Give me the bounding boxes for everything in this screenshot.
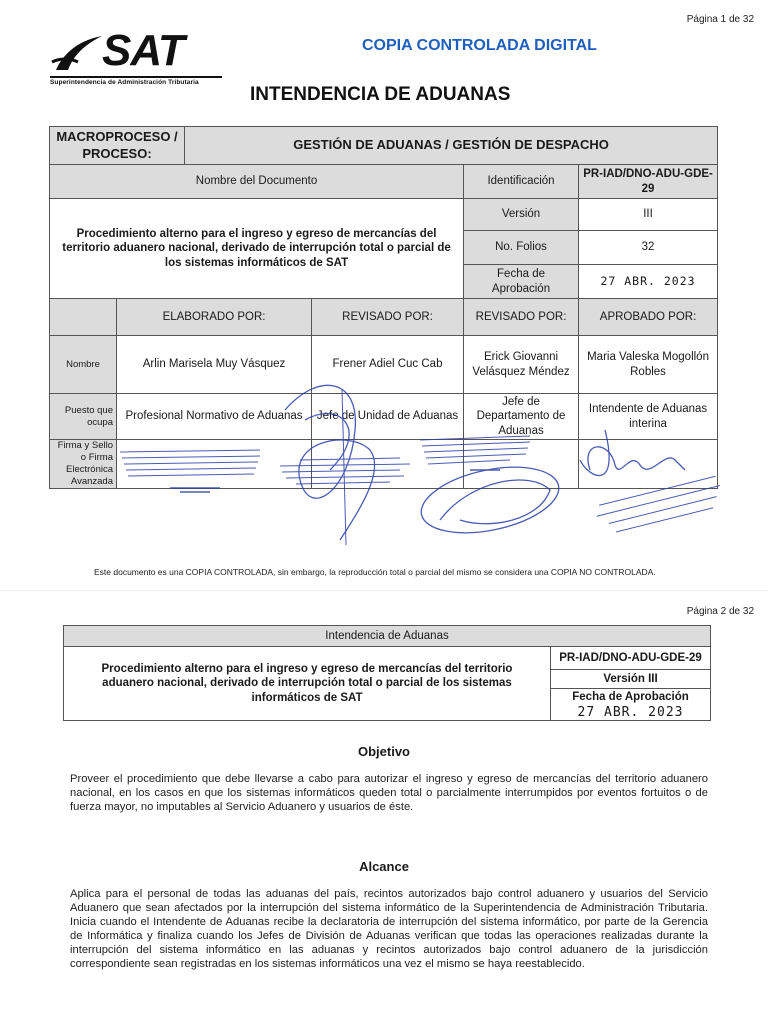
page2-version: Versión III <box>551 670 711 689</box>
document-name: Procedimiento alterno para el ingreso y egreso de mercancías del territorio aduanero nacional, derivado de interrupción total o parcial de los sistemas informáticos de SAT <box>50 199 464 299</box>
name-elaborado: Arlin Marisela Muy Vásquez <box>117 336 312 394</box>
page2-header-table <box>63 625 711 721</box>
position-aprobado: Intendente de Aduanas interina <box>579 394 718 440</box>
column-elaborado: ELABORADO POR: <box>117 299 312 336</box>
logo-subtitle: Superintendencia de Administración Tributaria <box>50 79 199 86</box>
position-label: Puesto que ocupa <box>50 394 117 440</box>
department-title: INTENDENCIA DE ADUANAS <box>250 84 511 105</box>
logo-text: SAT <box>102 26 184 75</box>
name-aprobado: Maria Valeska Mogollón Robles <box>579 336 718 394</box>
macroproceso-label: MACROPROCESO / PROCESO: <box>50 127 185 165</box>
page-number-2: Página 2 de 32 <box>686 606 754 617</box>
name-revisado-1: Frener Adiel Cuc Cab <box>312 336 464 394</box>
document-control-table <box>49 126 718 489</box>
approval-date-value: 27 ABR. 2023 <box>579 265 718 299</box>
version-label: Versión <box>464 199 579 231</box>
macroproceso-value: GESTIÓN DE ADUANAS / GESTIÓN DE DESPACHO <box>185 127 718 165</box>
position-revisado-2: Jefe de Departamento de Aduanas <box>464 394 579 440</box>
signature-revisado-2 <box>464 440 579 489</box>
page2-document-name: Procedimiento alterno para el ingreso y egreso de mercancías del territorio aduanero nacional, derivado de interrupción total o parcial de los sistemas informáticos de SAT <box>64 647 551 721</box>
column-aprobado: APROBADO POR: <box>579 299 718 336</box>
version-value: III <box>579 199 718 231</box>
signature-elaborado <box>117 440 312 489</box>
folios-label: No. Folios <box>464 231 579 265</box>
position-revisado-1: Jefe de Unidad de Aduanas <box>312 394 464 440</box>
objective-heading: Objetivo <box>357 744 410 759</box>
page2-department: Intendencia de Aduanas <box>64 626 711 647</box>
position-elaborado: Profesional Normativo de Aduanas <box>117 394 312 440</box>
column-revisado-1: REVISADO POR: <box>312 299 464 336</box>
page-separator <box>0 590 768 591</box>
folios-value: 32 <box>579 231 718 265</box>
name-label: Nombre <box>50 336 117 394</box>
column-revisado-2: REVISADO POR: <box>464 299 579 336</box>
sat-swoosh-icon <box>50 32 110 76</box>
name-revisado-2: Erick Giovanni Velásquez Méndez <box>464 336 579 394</box>
page2-approval-date-value: 27 ABR. 2023 <box>577 704 684 720</box>
controlled-copy-note: Este documento es una COPIA CONTROLADA, sin embargo, la reproducción total o parcial del mismo se considera una COPIA NO CONTROLADA. <box>94 567 656 577</box>
scope-heading: Alcance <box>359 859 409 874</box>
objective-text: Proveer el procedimiento que debe llevarse a cabo para autorizar el ingreso y egreso de mercancías del territorio aduanero nacional, en los casos en que los sistemas informáticos queden total o parcialmente interrumpidos por eventos fortuitos o de fuerza mayor, no imputables al Servicio Aduanero y usuarios de éste. <box>70 773 708 813</box>
page-number: Página 1 de 32 <box>686 14 754 25</box>
identification-header: Identificación <box>464 165 579 199</box>
page2-code: PR-IAD/DNO-ADU-GDE-29 <box>551 647 711 670</box>
sat-logo <box>50 26 225 90</box>
approval-date-label: Fecha de Aprobación <box>464 265 579 299</box>
identification-value: PR-IAD/DNO-ADU-GDE-29 <box>579 165 718 199</box>
page2-approval-date-label: Fecha de Aprobación <box>572 690 689 703</box>
signature-aprobado <box>579 440 718 489</box>
controlled-copy-title: COPIA CONTROLADA DIGITAL <box>362 37 597 54</box>
signature-revisado-1 <box>312 440 464 489</box>
doc-name-header: Nombre del Documento <box>50 165 464 199</box>
signature-label: Firma y Sello o Firma Electrónica Avanzada <box>50 440 117 489</box>
scope-text: Aplica para el personal de todas las aduanas del país, recintos autorizados bajo control aduanero y usuarios del Servicio Aduanero que sean afectados por la interrupción del sistema informático de la Superintendencia de Administración Tributaria. Inicia cuando el Intendente de Aduanas recibe la declaratoria de interrupción del sistema informático, por parte de la Gerencia de Informática y finaliza cuando los Jefes de División de Aduanas verifican que todas las operaciones realizadas durante la interrupción del sistema informático en las aduanas y recintos autorizados bajo control aduanero de la jurisdicción correspondiente sean registradas en los sistemas informáticos una vez el mismo se haya reestablecido. <box>70 888 708 970</box>
